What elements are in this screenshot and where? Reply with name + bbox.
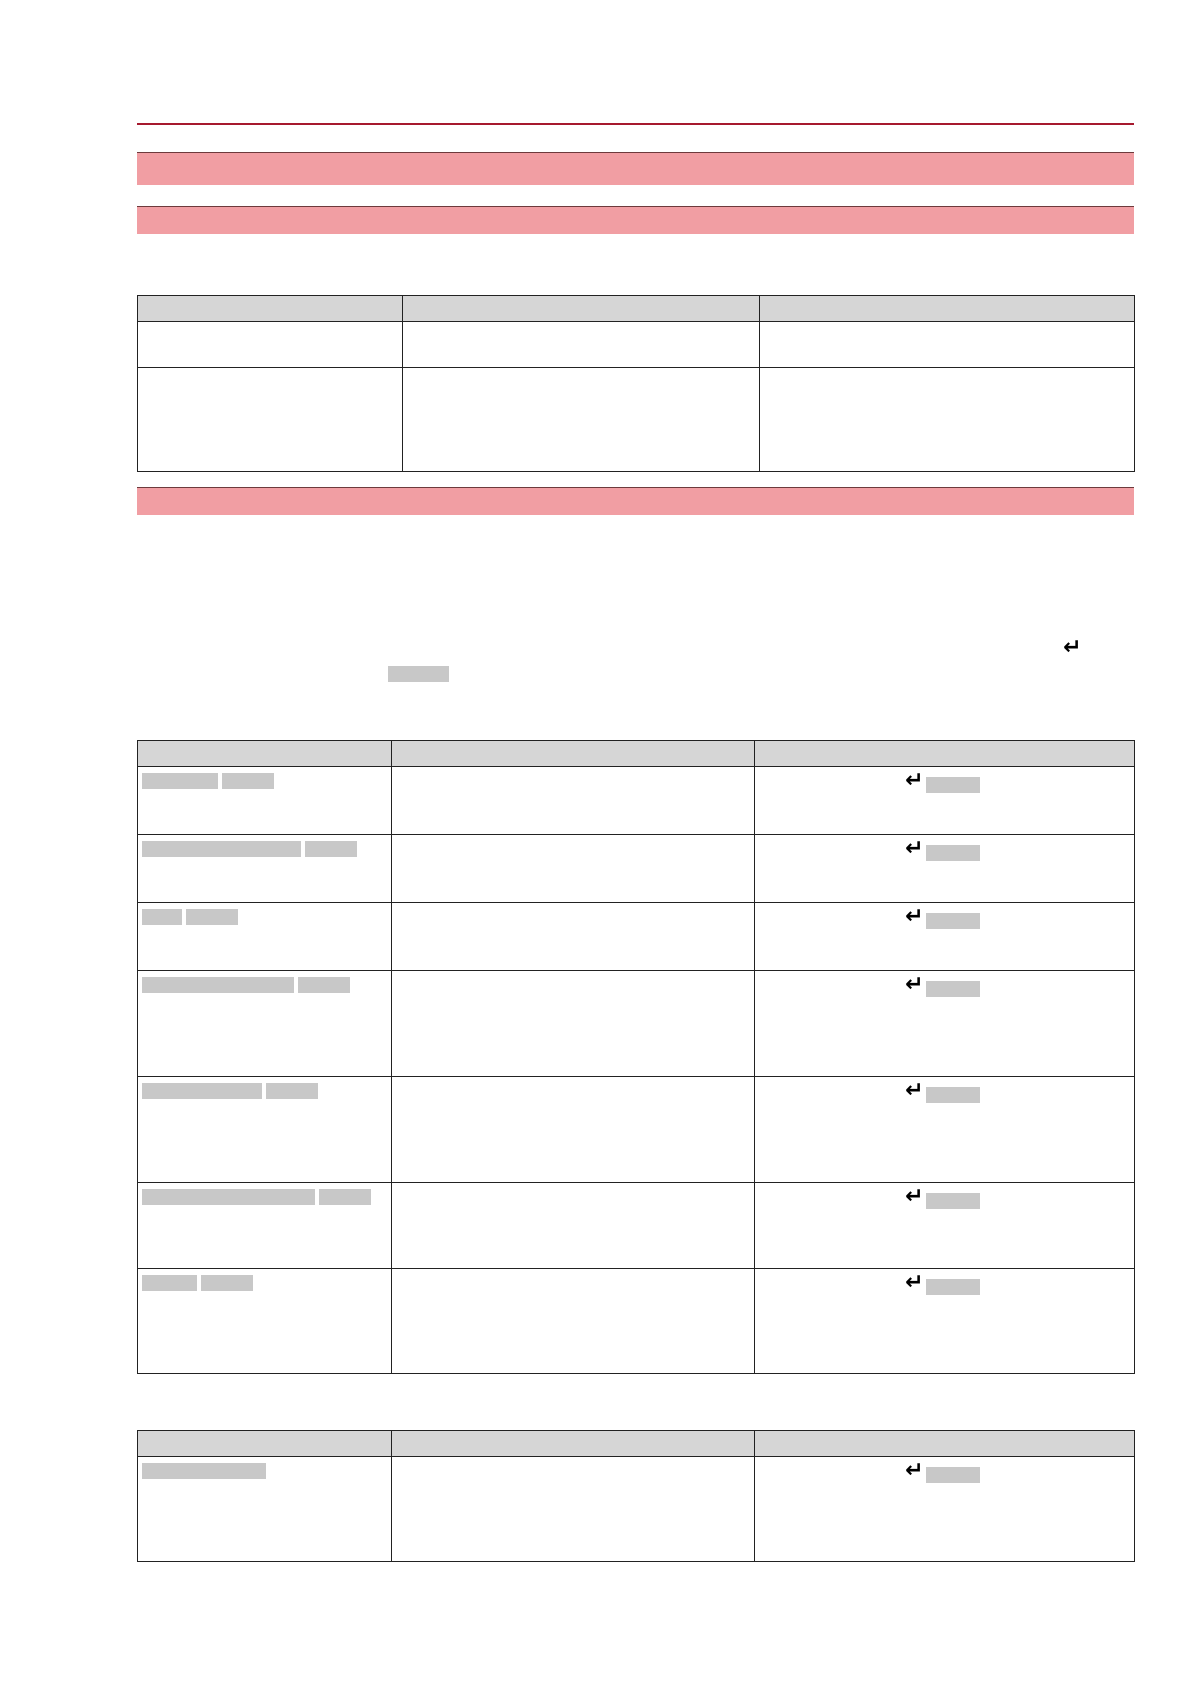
table-cell	[138, 1183, 392, 1269]
table-3-header-col-3	[755, 1431, 1135, 1457]
table-cell	[392, 1183, 755, 1269]
table-row	[138, 903, 1135, 971]
enter-key-icon: ↵	[905, 972, 924, 997]
table-cell	[392, 1269, 755, 1374]
table-3-header-row	[138, 1431, 1135, 1457]
enter-key-icon: ↵	[905, 836, 924, 861]
table-2-header-col-1	[138, 741, 392, 767]
table-cell	[755, 767, 1135, 835]
table-cell	[392, 903, 755, 971]
table-row	[138, 835, 1135, 903]
redacted-key-label	[305, 841, 357, 857]
redacted-label	[142, 841, 301, 857]
table-row	[138, 767, 1135, 835]
table-cell	[392, 1077, 755, 1183]
table-cell	[392, 767, 755, 835]
redacted-key-label	[926, 913, 980, 929]
table-cell	[755, 1457, 1135, 1562]
table-cell	[755, 835, 1135, 903]
table-cell	[138, 368, 403, 472]
redacted-key-label	[388, 666, 449, 682]
redacted-key-label	[926, 845, 980, 861]
table-row	[138, 1077, 1135, 1183]
redacted-key-label	[926, 1467, 980, 1483]
redacted-key-label	[266, 1083, 318, 1099]
table-row	[138, 368, 1135, 472]
table-3-header-col-2	[392, 1431, 755, 1457]
table-cell	[755, 971, 1135, 1077]
redacted-key-label	[222, 773, 274, 789]
table-row	[138, 1183, 1135, 1269]
table-cell	[138, 322, 403, 368]
table-1-header-col-1	[138, 296, 403, 322]
redacted-key-label	[926, 981, 980, 997]
redacted-key-label	[926, 1279, 980, 1295]
redacted-key-label	[926, 1193, 980, 1209]
section-band-1	[137, 152, 1134, 185]
table-cell	[392, 971, 755, 1077]
table-cell	[138, 1269, 392, 1374]
table-1-header-col-2	[403, 296, 760, 322]
enter-key-icon: ↵	[905, 768, 924, 793]
section-band-3	[137, 487, 1134, 515]
redacted-label	[142, 909, 182, 925]
table-cell	[138, 767, 392, 835]
redacted-label	[142, 977, 294, 993]
table-cell	[392, 1457, 755, 1562]
table-cell	[755, 1269, 1135, 1374]
table-1	[137, 295, 1135, 472]
redacted-label	[142, 1189, 315, 1205]
table-cell	[138, 835, 392, 903]
table-1-header-col-3	[760, 296, 1135, 322]
redacted-key-label	[319, 1189, 371, 1205]
redacted-label	[142, 1463, 266, 1479]
table-2-header-col-3	[755, 741, 1135, 767]
redacted-key-label	[926, 777, 980, 793]
header-rule	[137, 123, 1134, 125]
redacted-label	[142, 1083, 262, 1099]
redacted-key-label	[186, 909, 238, 925]
redacted-label	[142, 773, 218, 789]
table-3-header-col-1	[138, 1431, 392, 1457]
table-cell	[755, 1183, 1135, 1269]
enter-key-icon: ↵	[905, 1078, 924, 1103]
redacted-key-label	[201, 1275, 253, 1291]
table-cell	[138, 1077, 392, 1183]
table-row	[138, 1457, 1135, 1562]
table-2	[137, 740, 1135, 1374]
redacted-key-label	[298, 977, 350, 993]
enter-key-icon: ↵	[905, 1270, 924, 1295]
table-2-header-col-2	[392, 741, 755, 767]
table-cell	[138, 971, 392, 1077]
table-cell	[760, 322, 1135, 368]
table-cell	[755, 1077, 1135, 1183]
enter-key-icon: ↵	[905, 1458, 924, 1483]
table-2-header-row	[138, 741, 1135, 767]
table-cell	[760, 368, 1135, 472]
table-cell	[403, 322, 760, 368]
enter-key-icon: ↵	[905, 1184, 924, 1209]
enter-key-icon: ↵	[905, 904, 924, 929]
section-band-2	[137, 206, 1134, 234]
table-cell	[403, 368, 760, 472]
table-3	[137, 1430, 1135, 1562]
table-row	[138, 1269, 1135, 1374]
enter-key-icon: ↵	[1063, 635, 1082, 660]
redacted-label	[142, 1275, 197, 1291]
table-row	[138, 322, 1135, 368]
table-cell	[138, 903, 392, 971]
table-cell	[755, 903, 1135, 971]
table-1-header-row	[138, 296, 1135, 322]
table-cell	[138, 1457, 392, 1562]
table-row	[138, 971, 1135, 1077]
table-cell	[392, 835, 755, 903]
redacted-key-label	[926, 1087, 980, 1103]
